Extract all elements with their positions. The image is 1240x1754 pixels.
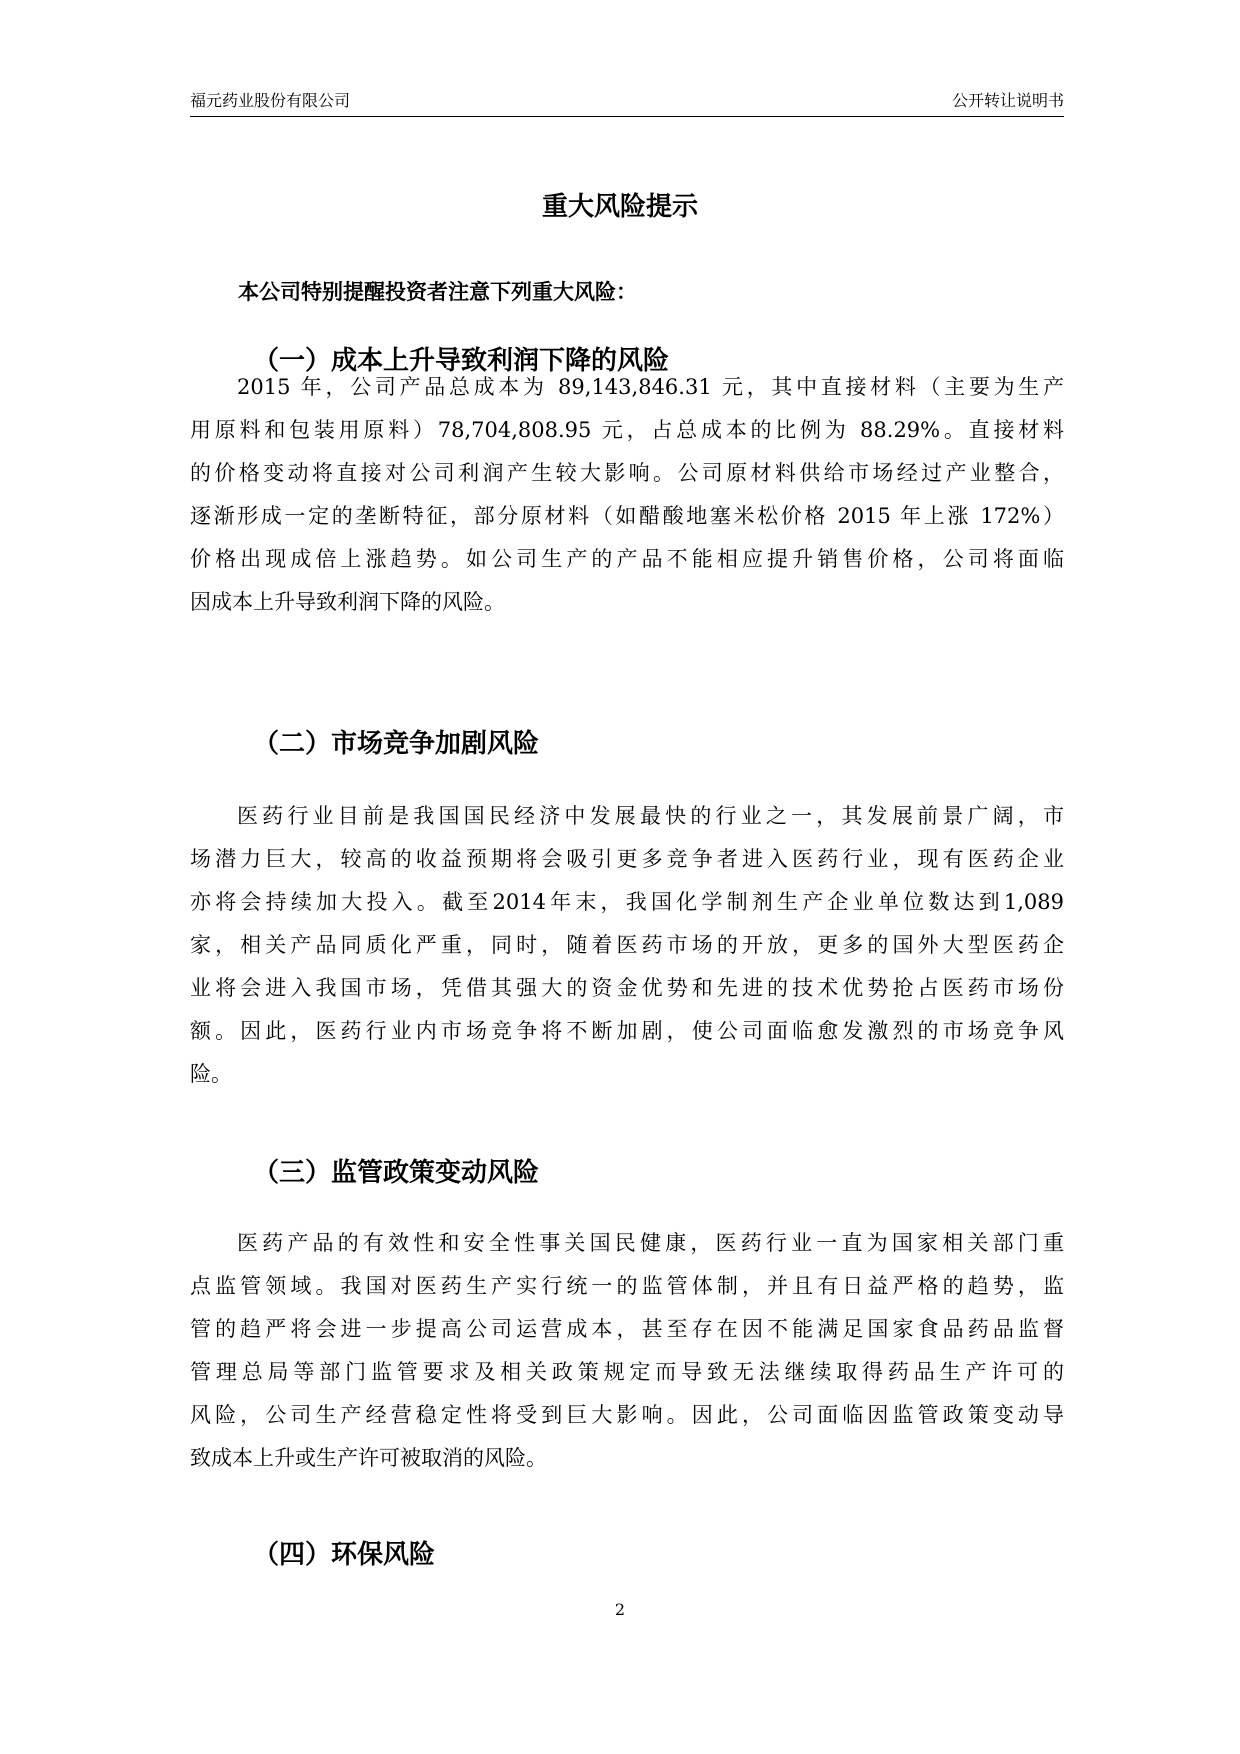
section-heading-1: （一）成本上升导致利润下降的风险 — [253, 346, 670, 376]
paragraph-line: 风险，公司生产经营稳定性将受到巨大影响。因此，公司面临因监管政策变动导 — [190, 1403, 1064, 1427]
paragraph-line: 医药行业目前是我国国民经济中发展最快的行业之一，其发展前景广阔，市 — [237, 804, 1064, 828]
section-heading-4: （四）环保风险 — [253, 1540, 436, 1570]
section-body-2 — [190, 795, 1064, 1096]
paragraph-line: 管的趋严将会进一步提高公司运营成本，甚至存在因不能满足国家食品药品监督 — [190, 1317, 1064, 1341]
paragraph-line: 的价格变动将直接对公司利润产生较大影响。公司原材料供给市场经过产业整合， — [190, 461, 1064, 485]
paragraph-line: 因成本上升导致利润下降的风险。 — [190, 590, 505, 614]
paragraph-line: 家，相关产品同质化严重，同时，随着医药市场的开放，更多的国外大型医药企 — [190, 933, 1064, 957]
section-heading-2: （二）市场竞争加剧风险 — [253, 729, 540, 759]
paragraph-line: 价格出现成倍上涨趋势。如公司生产的产品不能相应提升销售价格，公司将面临 — [190, 547, 1064, 571]
paragraph-line: 用原料和包装用原料）78,704,808.95 元，占总成本的比例为 88.29%。直接材料 — [190, 418, 1064, 442]
section-body-1 — [190, 366, 1064, 624]
paragraph-line: 致成本上升或生产许可被取消的风险。 — [190, 1446, 547, 1470]
header-company: 福元药业股份有限公司 — [190, 91, 351, 110]
page-title: 重大风险提示 — [541, 192, 698, 222]
page-number: 2 — [614, 1600, 626, 1619]
paragraph-line: 点监管领域。我国对医药生产实行统一的监管体制，并且有日益严格的趋势，监 — [190, 1274, 1064, 1298]
paragraph-line: 额。因此，医药行业内市场竞争将不断加剧，使公司面临愈发激烈的市场竞争风 — [190, 1019, 1064, 1043]
paragraph-line: 险。 — [190, 1062, 232, 1086]
paragraph-line: 管理总局等部门监管要求及相关政策规定而导致无法继续取得药品生产许可的 — [190, 1360, 1064, 1384]
page-header — [190, 86, 1064, 117]
paragraph-line: 亦将会持续加大投入。截至2014年末，我国化学制剂生产企业单位数达到1,089 — [190, 890, 1064, 914]
paragraph-line: 逐渐形成一定的垄断特征，部分原材料（如醋酸地塞米松价格 2015 年上涨 172%） — [190, 504, 1064, 528]
section-heading-3: （三）监管政策变动风险 — [253, 1158, 540, 1188]
paragraph-line: 2015 年，公司产品总成本为 89,143,846.31 元，其中直接材料（主要为生产 — [237, 375, 1064, 399]
header-doc-type: 公开转让说明书 — [951, 91, 1064, 110]
paragraph-line: 场潜力巨大，较高的收益预期将会吸引更多竞争者进入医药行业，现有医药企业 — [190, 847, 1064, 871]
intro-statement: 本公司特别提醒投资者注意下列重大风险： — [238, 280, 637, 304]
section-body-3 — [190, 1222, 1064, 1480]
paragraph-line: 医药产品的有效性和安全性事关国民健康，医药行业一直为国家相关部门重 — [237, 1231, 1064, 1255]
paragraph-line: 业将会进入我国市场，凭借其强大的资金优势和先进的技术优势抢占医药市场份 — [190, 976, 1064, 1000]
